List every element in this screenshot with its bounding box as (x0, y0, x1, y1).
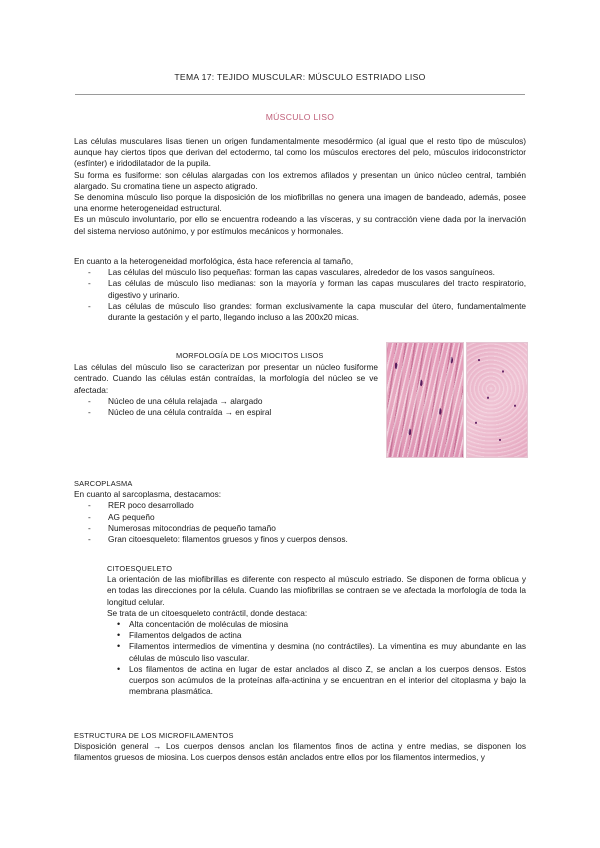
list-item: - Las células de músculo liso grandes: forman exclusivamente la capa muscular del útero, fundamentalmente durante la gestación y el parto, llegando incluso a las 200x20 micas. (74, 301, 526, 323)
cytoskeleton-title: CITOESQUELETO (107, 564, 173, 573)
heterogeneity-lead: En cuanto a la heterogeneidad morfológica, ésta hace referencia al tamaño, (74, 256, 354, 266)
micrograph-transverse-image (466, 342, 528, 458)
intro-paragraphs (74, 136, 526, 237)
cytoskeleton-section (107, 563, 526, 697)
list-item: - Gran citoesqueleto: filamentos gruesos y finos y cuerpos densos. (74, 534, 526, 545)
intro-paragraph-innervation: Es un músculo involuntario, por ello se encuentra rodeando a las vísceras, y su contracción viene dada por la inervación del sistema nervioso autónimo, y por estímulos mecánicos y hormonales. (74, 214, 526, 236)
morphology-section (74, 351, 378, 418)
list-item: • Los filamentos de actina en lugar de estar anclados al disco Z, se anclan a los cuerpos densos. Estos cuerpos son acúmulos de la proteínas alfa-actinina y se encuentran en el interior del citoplasma y bajo la membrana plasmática. (93, 664, 526, 698)
cytoskeleton-list (93, 619, 526, 697)
sarcoplasm-section (74, 478, 526, 545)
morphology-title: MORFOLOGÍA DE LOS MIOCITOS LISOS (176, 351, 324, 360)
list-item: - Numerosas mitocondrias de pequeño tamaño (74, 523, 526, 534)
morphology-text: Las células del músculo liso se caracterizan por presentar un núcleo fusiforme centrado. Cuando las células están contraídas, la morfología del núcleo se ve afectada: (74, 362, 378, 395)
list-item: - RER poco desarrollado (74, 500, 526, 511)
page-header-title: TEMA 17: TEJIDO MUSCULAR: MÚSCULO ESTRIADO LISO (174, 72, 426, 82)
heterogeneity-list (74, 267, 526, 323)
cytoskeleton-text: La orientación de las miofibrillas es diferente con respecto al músculo estriado. Se disponen de forma oblicua y en todas las direcciones por la célula. Cuando las miofibrillas se contraen se ve afectada la morfología de toda la longitud celular. (107, 574, 526, 607)
list-item: • Filamentos intermedios de vimentina y desmina (no contráctiles). La vimentina es muy abundante en las células de músculo liso vascular. (93, 641, 526, 663)
list-item: - Las células de músculo liso medianas: son la mayoría y forman las capas musculares del tracto respiratorio, digestivo y urinario. (74, 278, 526, 300)
morphology-list (74, 396, 378, 418)
microfilaments-section (74, 730, 526, 764)
sarcoplasm-lead: En cuanto al sarcoplasma, destacamos: (74, 489, 222, 500)
sarcoplasm-title: SARCOPLASMA (74, 479, 133, 488)
list-item: - Las células del músculo liso pequeñas: forman las capas vasculares, alrededor de los vasos sanguíneos. (74, 267, 526, 278)
header-divider (75, 94, 525, 95)
heterogeneity-section (74, 256, 526, 323)
micrograph-longitudinal-image (386, 342, 464, 458)
list-item: - Núcleo de una célula relajada → alargado (74, 396, 378, 407)
list-item: - AG pequeño (74, 512, 526, 523)
intro-paragraph-name: Se denomina músculo liso porque la disposición de los miofibrillas no genera una imagen de bandeado, además, posee una enorme heterogeneidad estructural. (74, 192, 526, 214)
list-item: - Núcleo de una célula contraída → en espiral (74, 407, 378, 418)
microfilaments-title: ESTRUCTURA DE LOS MICROFILAMENTOS (74, 731, 234, 740)
sarcoplasm-list (74, 500, 526, 545)
list-item: • Alta concentación de moléculas de miosina (93, 619, 526, 630)
intro-paragraph-origin: Las células musculares lisas tienen un origen fundamentalmente mesodérmico (al igual que el resto tipo de músculos) aunque hay ciertos tipos que derivan del ectodermo, tal como los músculos erectores del pelo, músculos iridoconstrictor (esfínter) e iridodilatador de la pupila. (74, 136, 526, 169)
cytoskeleton-lead: Se trata de un citoesqueleto contráctil, donde destaca: (107, 607, 308, 618)
section-title: MÚSCULO LISO (265, 112, 335, 122)
list-item: • Filamentos delgados de actina (93, 630, 526, 641)
microfilaments-text: Disposición general → Los cuerpos densos anclan los filamentos finos de actina y entre medias, se disponen los filamentos gruesos de miosina. Los cuerpos densos están anclados entre ellos por los filamentos intermedios, y (74, 741, 526, 763)
intro-paragraph-shape: Su forma es fusiforme: son células alargadas con los extremos afilados y presentan un único núcleo central, también alargado. Su cromatina tiene un aspecto atigrado. (74, 169, 526, 191)
